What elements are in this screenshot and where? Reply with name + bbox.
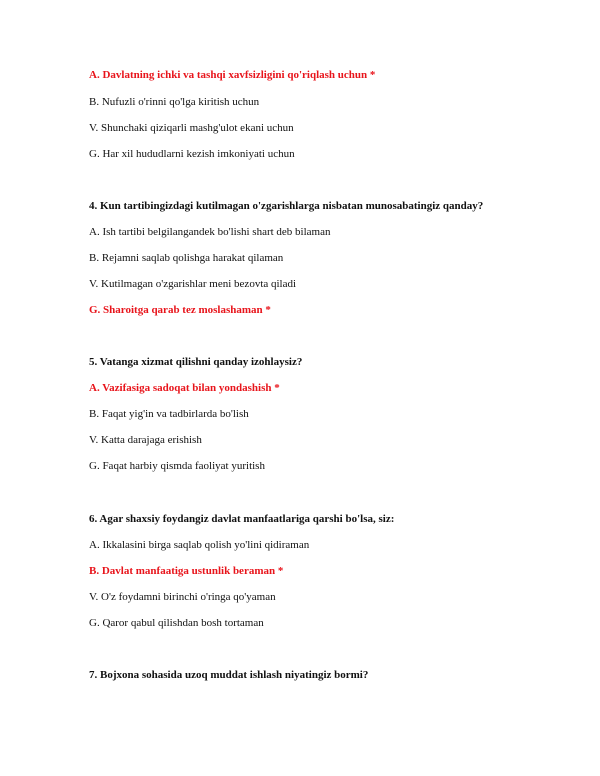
answer-option: G. Faqat harbiy qismda faoliyat yuritish <box>89 460 265 472</box>
answer-option: B. Faqat yig'in va tadbirlarda bo'lish <box>89 408 249 420</box>
question-7-text: 7. Bojxona sohasida uzoq muddat ishlash niyatingiz bormi? <box>89 669 369 681</box>
answer-option: B. Rejamni saqlab qolishga harakat qilaman <box>89 252 284 264</box>
answer-option: V. Kutilmagan o'zgarishlar meni bezovta qiladi <box>89 278 297 290</box>
question-5-text: 5. Vatanga xizmat qilishni qanday izohlaysiz? <box>89 356 303 368</box>
answer-option: V. Katta darajaga erishish <box>89 434 202 446</box>
answer-option: A. Ish tartibi belgilangandek bo'lishi shart deb bilaman <box>89 226 331 238</box>
answer-option-correct: G. Sharoitga qarab tez moslashaman * <box>89 304 271 316</box>
answer-option-correct: B. Davlat manfaatiga ustunlik beraman * <box>89 565 284 577</box>
answer-option: A. Ikkalasini birga saqlab qolish yo'lini qidiraman <box>89 539 310 551</box>
question-6-text: 6. Agar shaxsiy foydangiz davlat manfaatlariga qarshi bo'lsa, siz: <box>89 513 395 525</box>
answer-option: G. Har xil hududlarni kezish imkoniyati uchun <box>89 148 295 160</box>
answer-option: V. O'z foydamni birinchi o'ringa qo'yaman <box>89 591 276 603</box>
answer-option-correct: A. Davlatning ichki va tashqi xavfsizligini qo'riqlash uchun * <box>89 69 376 81</box>
answer-option-correct: A. Vazifasiga sadoqat bilan yondashish * <box>89 382 280 394</box>
question-4-text: 4. Kun tartibingizdagi kutilmagan o'zgarishlarga nisbatan munosabatingiz qanday? <box>89 200 484 212</box>
answer-option: G. Qaror qabul qilishdan bosh tortaman <box>89 617 264 629</box>
answer-option: V. Shunchaki qiziqarli mashg'ulot ekani uchun <box>89 122 294 134</box>
answer-option: B. Nufuzli o'rinni qo'lga kiritish uchun <box>89 96 260 108</box>
